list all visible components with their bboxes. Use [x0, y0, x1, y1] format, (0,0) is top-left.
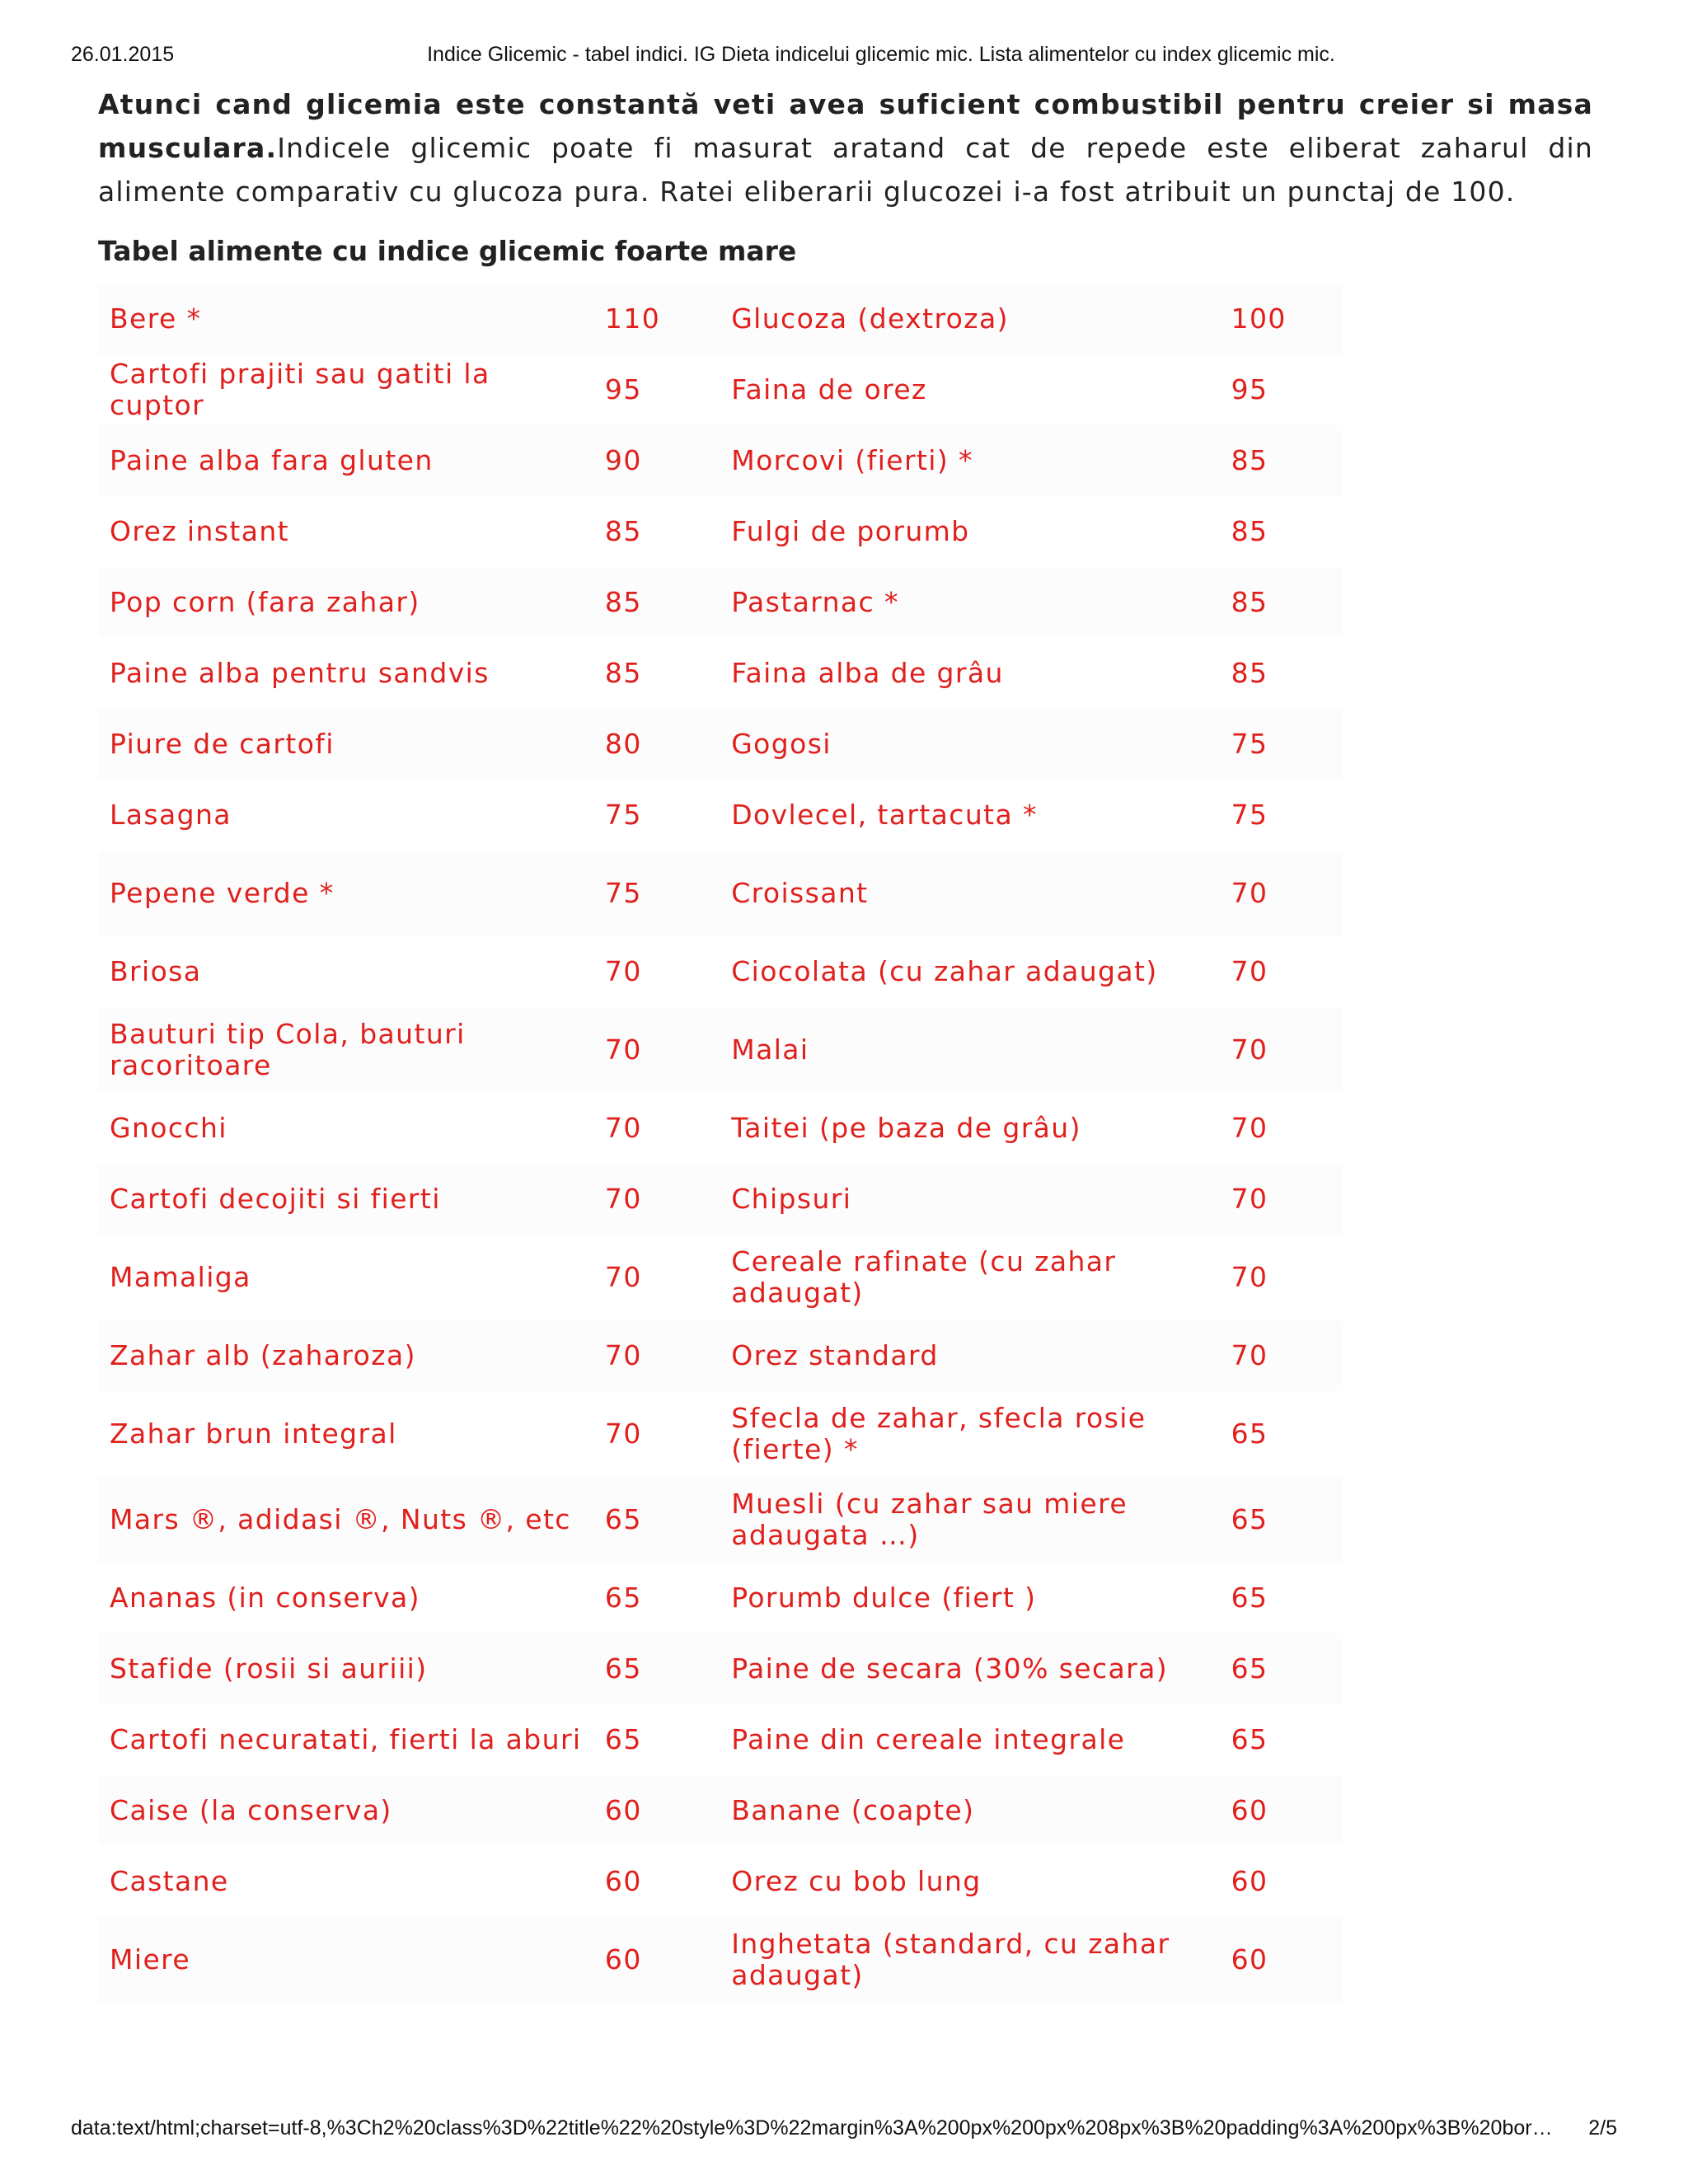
glycemic-value-cell: 60 — [593, 1917, 720, 2003]
food-name-cell: Banane (coapte) — [720, 1775, 1219, 1846]
glycemic-value-cell: 100 — [1220, 284, 1343, 354]
food-name-cell: Cartofi necuratati, fierti la aburi — [110, 1723, 582, 1755]
glycemic-value-cell: 70 — [593, 1164, 720, 1235]
food-name-cell: Bauturi tip Cola, bauturi racoritoare — [98, 1007, 593, 1093]
table-row — [98, 638, 1343, 709]
food-name-cell: Ciocolata (cu zahar adaugat) — [731, 955, 1158, 987]
intro-body-text: Indicele glicemic poate fi masurat aratand cat de repede este eliberat zaharul din alimente comparativ cu glucoza pura. Ratei eliberarii glucozei i-a fost atribuit un punctaj de 100. — [98, 132, 1593, 208]
glycemic-value-cell: 65 — [1231, 1418, 1268, 1450]
glycemic-value-cell: 65 — [604, 1582, 642, 1614]
glycemic-value-cell: 70 — [593, 1320, 720, 1391]
section-title: Tabel alimente cu indice glicemic foarte mare — [98, 235, 797, 267]
food-name-cell: Taitei (pe baza de grâu) — [731, 1112, 1081, 1144]
table-row — [98, 1846, 1343, 1917]
glycemic-value-cell: 90 — [593, 425, 720, 496]
food-name-cell: Briosa — [110, 955, 202, 987]
glycemic-value-cell: 75 — [604, 799, 642, 831]
document-title: Indice Glicemic - tabel indici. IG Dieta indicelui glicemic mic. Lista alimentelor cu index glicemic mic. — [427, 43, 1335, 66]
food-name-cell: Zahar brun integral — [110, 1418, 397, 1450]
glycemic-value-cell: 95 — [604, 373, 642, 405]
glycemic-value-cell: 70 — [604, 1112, 642, 1144]
print-header — [71, 43, 1617, 73]
food-name-cell: Mars ®, adidasi ®, Nuts ®, etc — [98, 1477, 593, 1563]
glycemic-value-cell: 70 — [604, 955, 642, 987]
glycemic-value-cell: 95 — [1231, 373, 1268, 405]
food-name-cell: Malai — [720, 1007, 1219, 1093]
glycemic-value-cell: 70 — [1231, 1261, 1268, 1293]
glycemic-value-cell: 110 — [593, 284, 720, 354]
food-name-cell: Castane — [110, 1865, 229, 1897]
glycemic-value-cell: 60 — [604, 1865, 642, 1897]
glycemic-value-cell: 75 — [593, 851, 720, 936]
food-name-cell: Zahar alb (zaharoza) — [98, 1320, 593, 1391]
print-date: 26.01.2015 — [71, 43, 175, 66]
table-row — [98, 1917, 1343, 2003]
food-name-cell: Glucoza (dextroza) — [720, 284, 1219, 354]
food-name-cell: Paine alba fara gluten — [98, 425, 593, 496]
table-row — [98, 1007, 1343, 1093]
food-name-cell: Cartofi decojiti si fierti — [98, 1164, 593, 1235]
table-row — [98, 1775, 1343, 1846]
glycemic-value-cell: 70 — [1220, 1007, 1343, 1093]
table-row — [98, 425, 1343, 496]
glycemic-value-cell: 80 — [593, 709, 720, 780]
glycemic-value-cell: 70 — [1220, 1320, 1343, 1391]
glycemic-value-cell: 85 — [604, 515, 642, 547]
glycemic-value-cell: 65 — [593, 1477, 720, 1563]
food-name-cell: Paine de secara (30% secara) — [720, 1633, 1219, 1704]
food-name-cell: Caise (la conserva) — [98, 1775, 593, 1846]
table-row — [98, 1320, 1343, 1391]
food-name-cell: Muesli (cu zahar sau miere adaugata …) — [720, 1477, 1219, 1563]
page-content — [98, 82, 1593, 2003]
food-name-cell: Mamaliga — [110, 1261, 251, 1293]
glycemic-value-cell: 65 — [1231, 1582, 1268, 1614]
glycemic-value-cell: 65 — [604, 1723, 642, 1755]
glycemic-value-cell: 70 — [1231, 1112, 1268, 1144]
table-row — [98, 1391, 1343, 1477]
glycemic-value-cell: 60 — [593, 1775, 720, 1846]
table-row — [98, 1235, 1343, 1320]
glycemic-value-cell: 70 — [1220, 1164, 1343, 1235]
food-name-cell: Orez standard — [720, 1320, 1219, 1391]
food-name-cell: Orez cu bob lung — [731, 1865, 982, 1897]
page-number: 2/5 — [1588, 2116, 1617, 2139]
table-row — [98, 496, 1343, 567]
table-row — [98, 354, 1343, 425]
food-name-cell: Bere * — [98, 284, 593, 354]
glycemic-value-cell: 85 — [604, 657, 642, 689]
food-name-cell: Paine din cereale integrale — [731, 1723, 1126, 1755]
glycemic-value-cell: 60 — [1231, 1865, 1268, 1897]
glycemic-value-cell: 75 — [1220, 709, 1343, 780]
glycemic-value-cell: 65 — [1231, 1723, 1268, 1755]
table-row — [98, 709, 1343, 780]
glycemic-value-cell: 70 — [1231, 955, 1268, 987]
table-row — [98, 1633, 1343, 1704]
glycemic-index-table-body — [98, 284, 1343, 2003]
food-name-cell: Piure de cartofi — [98, 709, 593, 780]
table-row — [98, 936, 1343, 1007]
table-row — [98, 780, 1343, 851]
food-name-cell: Stafide (rosii si auriii) — [98, 1633, 593, 1704]
table-row — [98, 567, 1343, 638]
glycemic-value-cell: 70 — [593, 1007, 720, 1093]
food-name-cell: Sfecla de zahar, sfecla rosie (fierte) * — [731, 1402, 1146, 1465]
food-name-cell: Chipsuri — [720, 1164, 1219, 1235]
food-name-cell: Paine alba pentru sandvis — [110, 657, 490, 689]
glycemic-value-cell: 75 — [1231, 799, 1268, 831]
food-name-cell: Pop corn (fara zahar) — [98, 567, 593, 638]
glycemic-value-cell: 70 — [604, 1418, 642, 1450]
glycemic-value-cell: 85 — [1220, 567, 1343, 638]
glycemic-index-table — [98, 284, 1343, 2003]
food-name-cell: Faina alba de grâu — [731, 657, 1004, 689]
food-name-cell: Ananas (in conserva) — [110, 1582, 420, 1614]
food-name-cell: Fulgi de porumb — [731, 515, 970, 547]
table-row — [98, 1164, 1343, 1235]
glycemic-value-cell: 85 — [1231, 657, 1268, 689]
glycemic-value-cell: 65 — [593, 1633, 720, 1704]
food-name-cell: Cereale rafinate (cu zahar adaugat) — [731, 1245, 1117, 1309]
food-name-cell: Miere — [98, 1917, 593, 2003]
intro-paragraph — [98, 82, 1593, 213]
glycemic-value-cell: 85 — [593, 567, 720, 638]
glycemic-value-cell: 70 — [1220, 851, 1343, 936]
food-name-cell: Gnocchi — [110, 1112, 227, 1144]
glycemic-value-cell: 85 — [1231, 515, 1268, 547]
glycemic-value-cell: 85 — [1220, 425, 1343, 496]
table-row — [98, 1093, 1343, 1164]
footer-url: data:text/html;charset=utf-8,%3Ch2%20class%3D%22title%22%20style%3D%22margin%3A%200px%200px%208px%3B%20padding%3A%200px%3B%20bor… — [71, 2116, 1553, 2139]
food-name-cell: Inghetata (standard, cu zahar adaugat) — [720, 1917, 1219, 2003]
print-footer — [71, 2116, 1617, 2146]
intro-bold-text: Atunci cand glicemia este constantă veti avea suficient combustibil pentru creier si masa musculara. — [98, 88, 1593, 164]
food-name-cell: Pepene verde * — [98, 851, 593, 936]
food-name-cell: Morcovi (fierti) * — [720, 425, 1219, 496]
food-name-cell: Croissant — [720, 851, 1219, 936]
glycemic-value-cell: 60 — [1220, 1775, 1343, 1846]
food-name-cell: Porumb dulce (fiert ) — [731, 1582, 1037, 1614]
food-name-cell: Gogosi — [720, 709, 1219, 780]
food-name-cell: Pastarnac * — [720, 567, 1219, 638]
table-row — [98, 1563, 1343, 1633]
food-name-cell: Lasagna — [110, 799, 232, 831]
glycemic-value-cell: 65 — [1220, 1477, 1343, 1563]
glycemic-value-cell: 60 — [1220, 1917, 1343, 2003]
food-name-cell: Dovlecel, tartacuta * — [731, 799, 1038, 831]
food-name-cell: Cartofi prajiti sau gatiti la cuptor — [110, 358, 490, 421]
table-row — [98, 1704, 1343, 1775]
glycemic-value-cell: 70 — [604, 1261, 642, 1293]
glycemic-value-cell: 65 — [1220, 1633, 1343, 1704]
table-row — [98, 1477, 1343, 1563]
food-name-cell: Faina de orez — [731, 373, 927, 405]
table-row — [98, 284, 1343, 354]
food-name-cell: Orez instant — [110, 515, 290, 547]
table-row — [98, 851, 1343, 936]
